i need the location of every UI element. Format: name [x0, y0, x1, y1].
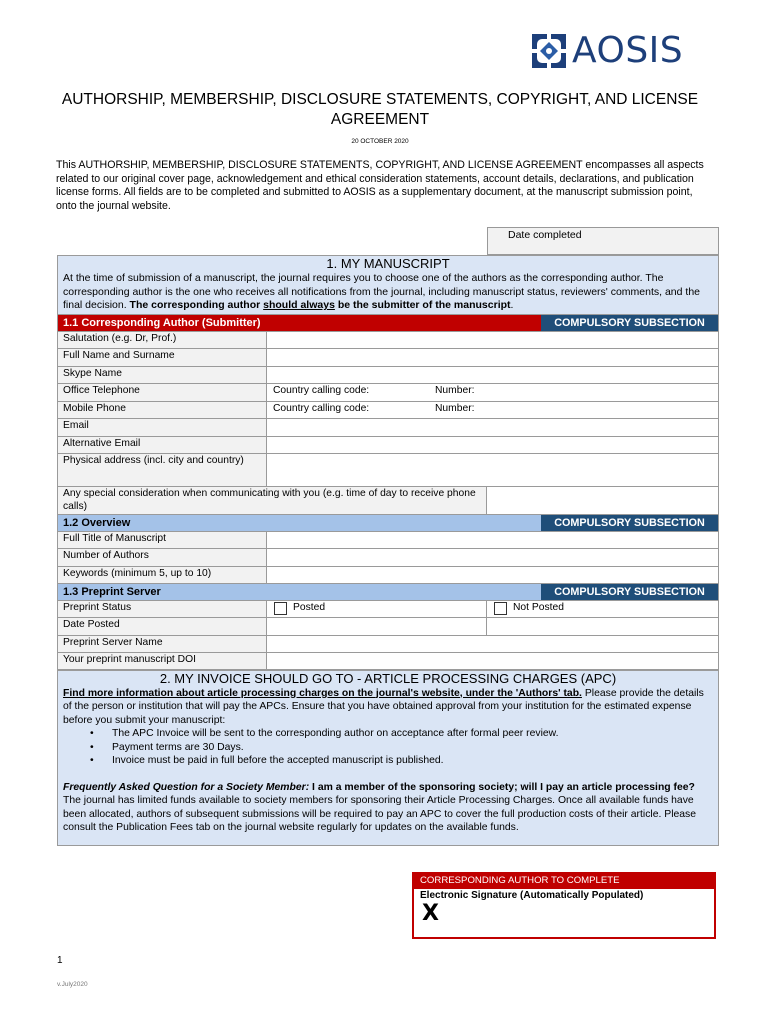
- office-telephone-row: [58, 384, 718, 402]
- list-item: • The APC Invoice will be sent to the corresponding author on acceptance after formal peer review.: [90, 728, 559, 739]
- office-telephone-input[interactable]: [267, 384, 718, 401]
- section-1-title: 1. MY MANUSCRIPT: [326, 256, 450, 271]
- apc-info-link[interactable]: Find more information about article processing charges on the journal's website, under the 'Authors' tab.: [63, 687, 582, 699]
- signature-label: Electronic Signature (Automatically Populated): [420, 890, 644, 901]
- date-completed-label: Date completed: [508, 229, 582, 241]
- num-authors-label: Number of Authors: [58, 549, 267, 566]
- address-input[interactable]: [267, 454, 718, 486]
- date-posted-input[interactable]: [267, 618, 487, 635]
- full-name-label: Full Name and Surname: [58, 349, 267, 366]
- subsection-1-3-header: [58, 584, 718, 601]
- date-posted-extra[interactable]: [487, 618, 718, 635]
- special-consideration-row: [58, 487, 718, 515]
- subsection-1-3-title: 1.3 Preprint Server: [58, 584, 541, 600]
- address-row: [58, 454, 718, 487]
- faq-paragraph: Frequently Asked Question for a Society Member: I am a member of the sponsoring society; will I pay an article processing fee? The journal has limited funds available to society members for sponsoring their Article Processing Charges. Once all available funds have been allocated, authors of subsequent submissions will be required to pay an APC to cover the full production costs of their article. Please consult the Publication Fees tab on the journal website regularly for updates on the available funds.: [63, 781, 697, 833]
- salutation-label: Salutation (e.g. Dr, Prof.): [58, 332, 267, 348]
- posted-option[interactable]: [267, 601, 487, 617]
- preprint-doi-label: Your preprint manuscript DOI: [58, 653, 267, 669]
- num-authors-input[interactable]: [267, 549, 718, 566]
- number-label: Number:: [435, 384, 475, 396]
- document-title: AUTHORSHIP, MEMBERSHIP, DISCLOSURE STATEMENTS, COPYRIGHT, AND LICENSE AGREEMENT: [61, 91, 699, 128]
- logo-text: AOSIS: [572, 30, 684, 71]
- keywords-label: Keywords (minimum 5, up to 10): [58, 567, 267, 583]
- skype-row: [58, 367, 718, 384]
- signature-field[interactable]: X: [422, 901, 439, 926]
- number-label: Number:: [435, 402, 475, 414]
- num-authors-row: [58, 549, 718, 567]
- special-consideration-input[interactable]: [487, 487, 718, 514]
- preprint-doi-row: [58, 653, 718, 670]
- preprint-status-label: Preprint Status: [58, 601, 267, 617]
- document-date: 20 OCTOBER 2020: [351, 138, 409, 145]
- aosis-logo-icon: [530, 32, 568, 70]
- server-name-input[interactable]: [267, 636, 718, 652]
- salutation-row: [58, 332, 718, 349]
- posted-label: Posted: [293, 601, 326, 613]
- signature-box: [412, 872, 716, 939]
- full-title-input[interactable]: [267, 532, 718, 548]
- section-2-apc: [58, 670, 718, 845]
- subsection-1-1-title: 1.1 Corresponding Author (Submitter): [58, 315, 541, 331]
- subsection-1-1-header: [58, 315, 718, 332]
- section-1-header: [58, 256, 718, 315]
- section-2-body: [58, 687, 718, 845]
- posted-checkbox[interactable]: [274, 602, 287, 615]
- not-posted-label: Not Posted: [513, 601, 564, 613]
- country-code-label: Country calling code:: [273, 402, 370, 414]
- apc-bullet-list: [63, 727, 712, 768]
- section-2-title: 2. MY INVOICE SHOULD GO TO - ARTICLE PROCESSING CHARGES (APC): [159, 670, 617, 686]
- mobile-input[interactable]: [267, 402, 718, 418]
- signature-header: CORRESPONDING AUTHOR TO COMPLETE: [414, 874, 714, 889]
- preprint-status-row: [58, 601, 718, 618]
- server-name-label: Preprint Server Name: [58, 636, 267, 652]
- compulsory-badge: COMPULSORY SUBSECTION: [541, 515, 718, 531]
- full-title-label: Full Title of Manuscript: [58, 532, 267, 548]
- aosis-logo: [530, 32, 683, 70]
- full-name-input[interactable]: [267, 349, 718, 366]
- version-label: v.July2020: [57, 981, 88, 988]
- intro-paragraph: This AUTHORSHIP, MEMBERSHIP, DISCLOSURE STATEMENTS, COPYRIGHT, AND LICENSE AGREEMENT encompasses all aspects related to our original cover page, acknowledgement and ethical consideration statements, account details, declarations, and publication license forms. All fields are to be completed and submitted to AOSIS as a supplementary document, at the manuscript submission point, onto the journal website.: [56, 159, 704, 212]
- manuscript-form: [57, 255, 719, 846]
- not-posted-option[interactable]: [487, 601, 718, 617]
- keywords-input[interactable]: [267, 567, 718, 583]
- date-completed-field[interactable]: [487, 227, 719, 255]
- preprint-doi-input[interactable]: [267, 653, 718, 669]
- list-item: • Payment terms are 30 Days.: [90, 741, 244, 753]
- salutation-input[interactable]: [267, 332, 718, 348]
- skype-label: Skype Name: [58, 367, 267, 383]
- country-code-label: Country calling code:: [273, 384, 370, 396]
- compulsory-badge: COMPULSORY SUBSECTION: [541, 584, 718, 600]
- email-input[interactable]: [267, 419, 718, 436]
- date-posted-row: [58, 618, 718, 636]
- email-label: Email: [58, 419, 267, 436]
- special-consideration-label: Any special consideration when communicating with you (e.g. time of day to receive phone calls): [58, 487, 487, 514]
- subsection-1-2-title: 1.2 Overview: [58, 515, 541, 531]
- alt-email-input[interactable]: [267, 437, 718, 453]
- keywords-row: [58, 567, 718, 584]
- full-name-row: [58, 349, 718, 367]
- not-posted-checkbox[interactable]: [494, 602, 507, 615]
- mobile-row: [58, 402, 718, 419]
- compulsory-badge: COMPULSORY SUBSECTION: [541, 315, 718, 331]
- server-name-row: [58, 636, 718, 653]
- apc-intro: Find more information about article processing charges on the journal's website, under the 'Authors' tab. Please provide the details of the person or institution that will pay the APCs. Ensure that you have obtained approval from your institution for the estimated expense before you submit your manuscript:: [63, 687, 704, 726]
- skype-input[interactable]: [267, 367, 718, 383]
- list-item: • Invoice must be paid in full before the accepted manuscript is published.: [90, 755, 444, 766]
- mobile-label: Mobile Phone: [58, 402, 267, 418]
- alt-email-row: [58, 437, 718, 454]
- office-telephone-label: Office Telephone: [58, 384, 267, 401]
- address-label: Physical address (incl. city and country): [58, 454, 267, 486]
- date-posted-label: Date Posted: [58, 618, 267, 635]
- section-1-description: At the time of submission of a manuscript, the journal requires you to choose one of the authors as the corresponding author. The corresponding author is the one who receives all notifications from the journal, including manuscript status, reviewers' comments, and the final decision. The corresponding author should always be the submitter of the manuscript.: [63, 272, 700, 311]
- page-number: 1: [57, 955, 63, 966]
- full-title-row: [58, 532, 718, 549]
- email-row: [58, 419, 718, 437]
- subsection-1-2-header: [58, 515, 718, 532]
- alt-email-label: Alternative Email: [58, 437, 267, 453]
